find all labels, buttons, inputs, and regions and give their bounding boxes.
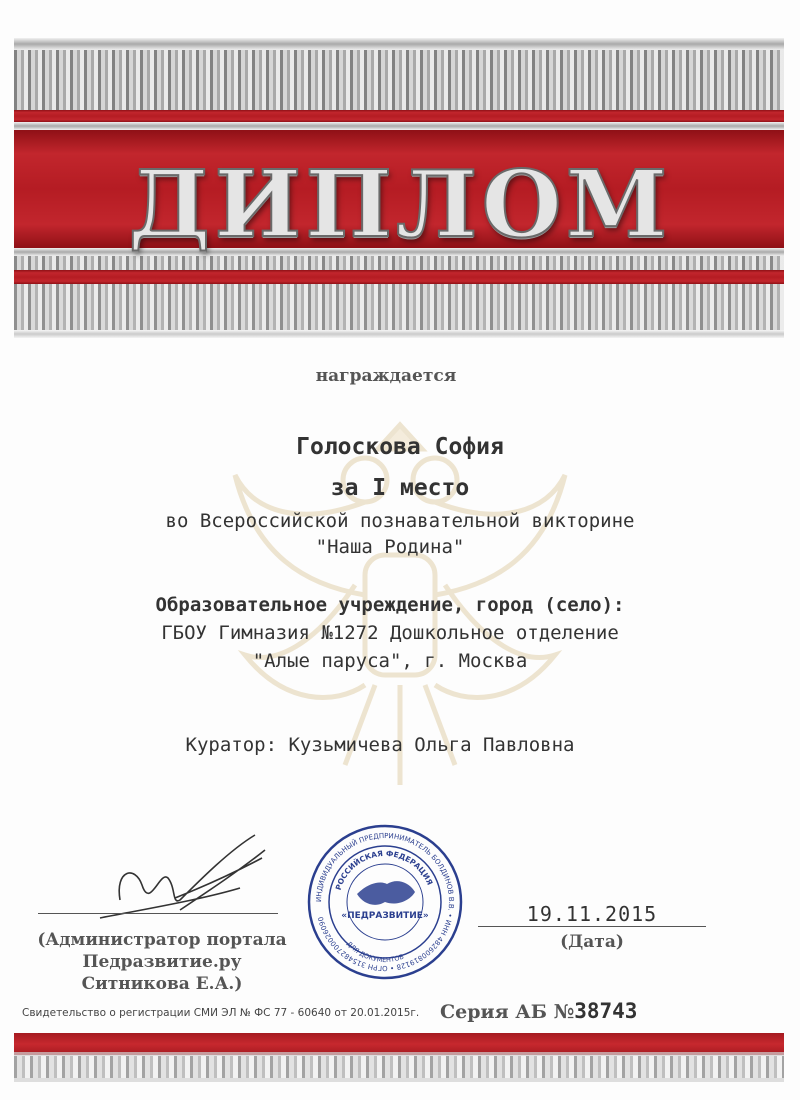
header-top-edge xyxy=(14,38,784,50)
header-ornament-bottom xyxy=(14,284,784,330)
date-line xyxy=(478,926,706,927)
footer-ornament xyxy=(14,1052,784,1082)
stamp-center-text: «ПЕДРАЗВИТИЕ» xyxy=(341,911,429,921)
header-red-band-top xyxy=(14,110,784,122)
event-line-2: "Наша Родина" xyxy=(315,536,465,558)
series-label xyxy=(440,999,637,1023)
registration-text: Свидетельство о регистрации СМИ ЭЛ № ФС 77 - 60640 от 20.01.2015г. xyxy=(22,1007,420,1019)
signer-role-line-1: (Администратор портала xyxy=(37,930,287,950)
institution-line-1: ГБОУ Гимназия №1272 Дошкольное отделение xyxy=(161,622,619,644)
series-number: 38743 xyxy=(574,999,638,1023)
place-award: за I место xyxy=(330,475,470,501)
header-ornament-top xyxy=(14,50,784,112)
signer-role-line-2: Педразвитие.ру xyxy=(82,952,242,972)
awarded-label: награждается xyxy=(315,366,457,386)
signer-name: Ситникова Е.А.) xyxy=(81,974,243,994)
recipient-name: Голоскова София xyxy=(296,434,504,460)
stamp-inner-text: РОССИЙСКАЯ ФЕДЕРАЦИЯ xyxy=(333,848,435,892)
stamp-bottom-text: ДЛЯ ДОКУМЕНТОВ xyxy=(344,939,405,965)
signature-icon xyxy=(80,830,270,930)
stamp-outer-text: ИНДИВИДУАЛЬНЫЙ ПРЕДПРИНИМАТЕЛЬ БОЛДИНОВ В.В. • ИНН 482600819128 • ОГРН 315482700026090 xyxy=(314,831,456,973)
stamp-seal-icon xyxy=(305,822,465,982)
series-prefix: Серия АБ № xyxy=(440,1001,575,1023)
date-label: (Дата) xyxy=(560,932,624,952)
curator: Куратор: Кузьмичева Ольга Павловна xyxy=(185,734,575,756)
header-red-band-lower xyxy=(14,270,784,284)
institution-label: Образовательное учреждение, город (село): xyxy=(155,594,625,616)
diploma-title: ДИПЛОМ xyxy=(128,150,672,258)
event-line-1: во Всероссийской познавательной викторине xyxy=(165,510,635,532)
signature-line xyxy=(38,913,278,914)
header-bottom-edge xyxy=(14,330,784,338)
date-value: 19.11.2015 xyxy=(526,902,658,926)
institution-line-2: "Алые паруса", г. Москва xyxy=(252,650,528,672)
header-silver-band xyxy=(14,122,784,130)
header-ornament-middle xyxy=(14,256,784,270)
